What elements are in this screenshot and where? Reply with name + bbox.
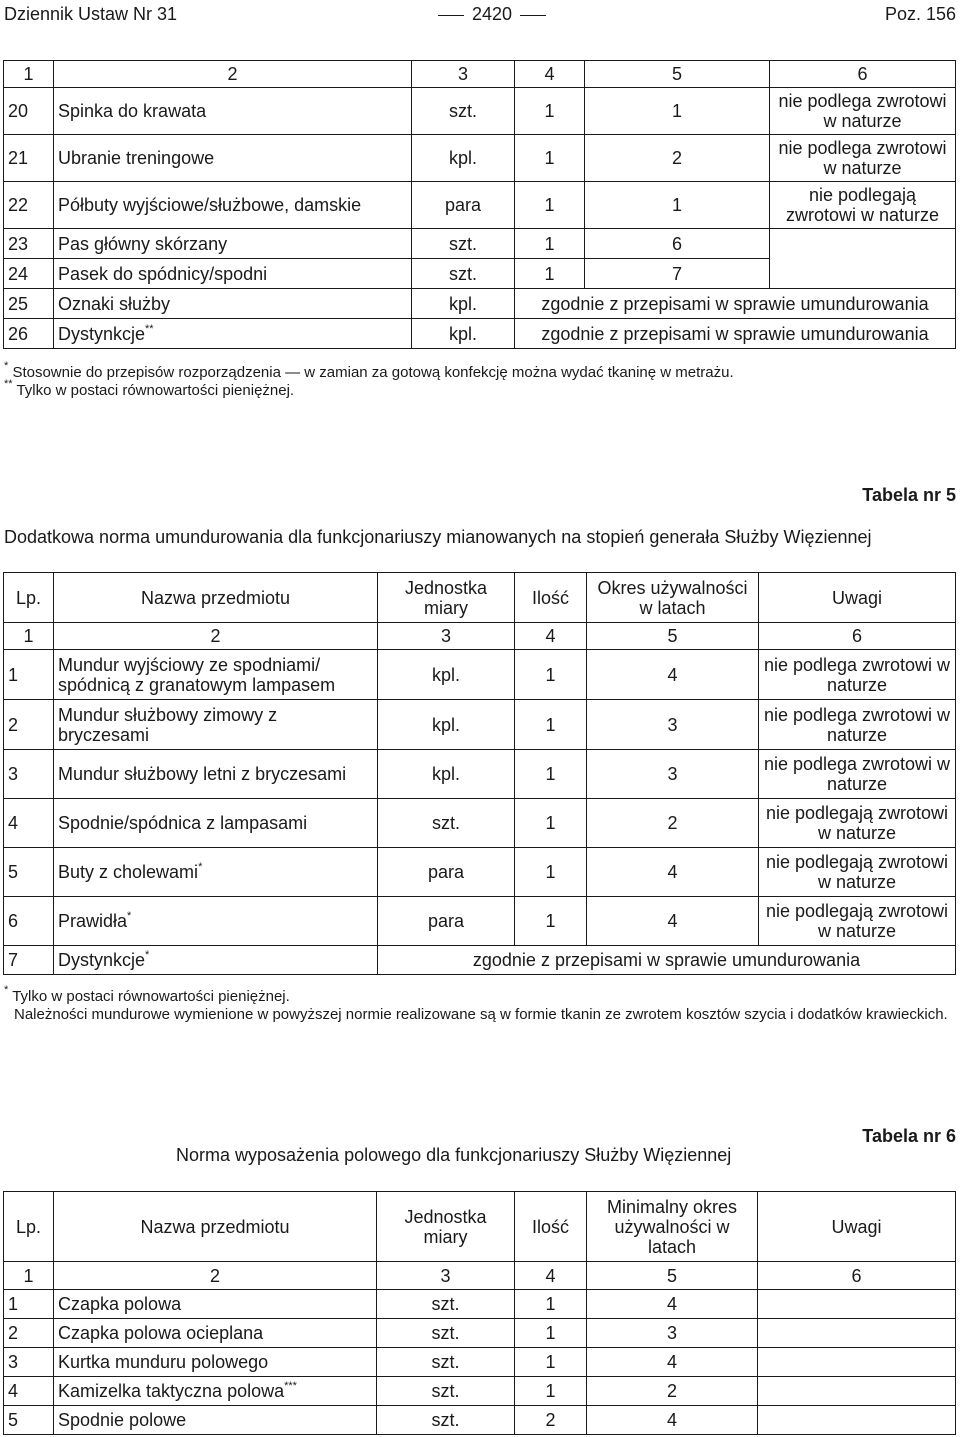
- column-number: 4: [515, 61, 585, 88]
- footnote-mark: **: [145, 322, 154, 335]
- column-number: 1: [4, 61, 54, 88]
- note: [758, 1348, 956, 1377]
- row-number: 23: [4, 229, 54, 259]
- row-number: 4: [4, 799, 54, 848]
- period: 4: [587, 1348, 758, 1377]
- table-row: [4, 135, 956, 182]
- period: 7: [585, 259, 770, 289]
- table-row: [4, 799, 956, 848]
- footnote: * Tylko w postaci równowartości pieniężnej.: [4, 984, 290, 1005]
- header-name: Nazwa przedmiotu: [54, 1192, 377, 1262]
- row-number: 2: [4, 1319, 54, 1348]
- period: 3: [587, 750, 759, 799]
- column-number: 2: [54, 61, 412, 88]
- table-6-title: Norma wyposażenia polowego dla funkcjonariuszy Służby Więziennej: [176, 1145, 732, 1165]
- column-number: 1: [4, 623, 54, 650]
- unit: szt.: [412, 229, 515, 259]
- unit: szt.: [377, 1319, 515, 1348]
- header-qty: Ilość: [515, 573, 587, 623]
- row-number: 7: [4, 946, 54, 975]
- item-name: Prawidła*: [54, 897, 378, 946]
- row-number: 3: [4, 1348, 54, 1377]
- quantity: 1: [515, 229, 585, 259]
- footnote: * Stosownie do przepisów rozporządzenia — w zamian za gotową konfekcję można wydać tkaninę w metrażu.: [4, 360, 734, 381]
- period: 3: [587, 700, 759, 750]
- item-name: Pasek do spódnicy/spodni: [54, 259, 412, 289]
- period: 6: [585, 229, 770, 259]
- column-number-row: [4, 61, 956, 88]
- header-note: Uwagi: [758, 1192, 956, 1262]
- period: 4: [587, 1290, 758, 1319]
- column-number-row: [4, 623, 956, 650]
- quantity: 1: [515, 88, 585, 135]
- quantity: 1: [515, 897, 587, 946]
- quantity: 1: [515, 1377, 587, 1406]
- row-number: 26: [4, 319, 54, 349]
- journal-title: Dziennik Ustaw Nr 31: [4, 4, 178, 24]
- footnote-mark: *: [198, 861, 203, 873]
- item-name: Spinka do krawata: [54, 88, 412, 135]
- period: 2: [587, 799, 759, 848]
- column-number: 3: [378, 623, 515, 650]
- note: nie podlega zwrotowi w naturze: [770, 88, 956, 135]
- table-row: [4, 700, 956, 750]
- header-lp: Lp.: [4, 573, 54, 623]
- item-name: Mundur służbowy letni z bryczesami: [54, 750, 378, 799]
- unit: kpl.: [378, 650, 515, 700]
- item-name: Dystynkcje**: [54, 319, 412, 349]
- header-qty: Ilość: [515, 1192, 587, 1262]
- unit: szt.: [377, 1377, 515, 1406]
- column-number: 6: [759, 623, 956, 650]
- column-number: 6: [770, 61, 956, 88]
- table-top: [3, 60, 956, 349]
- page-number: 2420: [430, 4, 554, 25]
- note: nie podlegają zwrotowi w naturze: [759, 897, 956, 946]
- column-number: 6: [758, 1262, 956, 1290]
- item-name: Kamizelka taktyczna polowa***: [54, 1377, 377, 1406]
- item-name: Mundur wyjściowy ze spodniami/ spódnicą z granatowym lampasem: [54, 650, 378, 700]
- header-lp: Lp.: [4, 1192, 54, 1262]
- spanning-note: zgodnie z przepisami w sprawie umundurowania: [378, 946, 956, 975]
- quantity: 1: [515, 1290, 587, 1319]
- note: [758, 1319, 956, 1348]
- unit: szt.: [412, 88, 515, 135]
- note: nie podlegają zwrotowi w naturze: [759, 848, 956, 897]
- unit: kpl.: [412, 135, 515, 182]
- footnote: ** Tylko w postaci równowartości pieniężnej.: [4, 378, 295, 399]
- row-number: 24: [4, 259, 54, 289]
- row-number: 22: [4, 182, 54, 229]
- footnote-mark: *: [145, 949, 150, 961]
- table-5: [3, 572, 956, 975]
- quantity: 2: [515, 1406, 587, 1435]
- note: nie podlegają zwrotowi w naturze: [770, 182, 956, 229]
- item-name: Pas główny skórzany: [54, 229, 412, 259]
- unit: szt.: [377, 1290, 515, 1319]
- table-5-footnotes: [4, 984, 954, 1024]
- item-name: Półbuty wyjściowe/służbowe, damskie: [54, 182, 412, 229]
- column-number: 2: [54, 1262, 377, 1290]
- period: 4: [587, 1406, 758, 1435]
- table-row: [4, 1406, 956, 1435]
- unit: kpl.: [378, 700, 515, 750]
- column-number: 5: [585, 61, 770, 88]
- column-number: 1: [4, 1262, 54, 1290]
- header-period: Okres używalności w latach: [587, 573, 759, 623]
- footnote-mark: *: [127, 910, 132, 922]
- period: 4: [587, 897, 759, 946]
- period: 4: [587, 650, 759, 700]
- item-name: Czapka polowa: [54, 1290, 377, 1319]
- unit: szt.: [412, 259, 515, 289]
- item-name: Kurtka munduru polowego: [54, 1348, 377, 1377]
- column-number: 5: [587, 1262, 758, 1290]
- quantity: 1: [515, 1348, 587, 1377]
- unit: kpl.: [412, 319, 515, 349]
- quantity: 1: [515, 650, 587, 700]
- period: 1: [585, 88, 770, 135]
- item-name: Oznaki służby: [54, 289, 412, 319]
- column-number: 3: [412, 61, 515, 88]
- header-row: [4, 1192, 956, 1262]
- unit: para: [378, 848, 515, 897]
- column-number: 4: [515, 623, 587, 650]
- table-row: [4, 946, 956, 975]
- row-number: 25: [4, 289, 54, 319]
- period: 4: [587, 848, 759, 897]
- table-row: [4, 650, 956, 700]
- table-row: [4, 182, 956, 229]
- unit: szt.: [377, 1406, 515, 1435]
- table-6-label: Tabela nr 6: [862, 1126, 956, 1146]
- note: [758, 1290, 956, 1319]
- row-number: 2: [4, 700, 54, 750]
- header-name: Nazwa przedmiotu: [54, 573, 378, 623]
- quantity: 1: [515, 182, 585, 229]
- table-5-title: Dodatkowa norma umundurowania dla funkcjonariuszy mianowanych na stopień generała Służby Więziennej: [4, 527, 872, 547]
- table-5-note: Należności mundurowe wymienione w powyższej normie realizowane są w formie tkanin ze zwrotem kosztów szycia i dodatków krawieckich.: [14, 1006, 948, 1023]
- header-period: Minimalny okres używalności w latach: [587, 1192, 758, 1262]
- table-row: [4, 848, 956, 897]
- item-name: Dystynkcje*: [54, 946, 378, 975]
- row-number: 5: [4, 1406, 54, 1435]
- period: 2: [587, 1377, 758, 1406]
- table-row: [4, 1290, 956, 1319]
- note: [758, 1377, 956, 1406]
- quantity: 1: [515, 135, 585, 182]
- note: nie podlega zwrotowi w naturze: [759, 750, 956, 799]
- quantity: 1: [515, 700, 587, 750]
- table-top-footnotes: [4, 360, 954, 400]
- unit: szt.: [377, 1348, 515, 1377]
- row-number: 20: [4, 88, 54, 135]
- note: nie podlegają zwrotowi w naturze: [759, 799, 956, 848]
- item-name: Spodnie/spódnica z lampasami: [54, 799, 378, 848]
- table-row: [4, 289, 956, 319]
- row-number: 1: [4, 650, 54, 700]
- item-name: Ubranie treningowe: [54, 135, 412, 182]
- footnote-mark: ***: [284, 1380, 297, 1392]
- table-row: [4, 1319, 956, 1348]
- row-number: 4: [4, 1377, 54, 1406]
- spanning-note: zgodnie z przepisami w sprawie umundurowania: [515, 289, 956, 319]
- header-unit: Jednostka miary: [378, 573, 515, 623]
- position-number: Poz. 156: [884, 4, 956, 24]
- table-row: [4, 897, 956, 946]
- column-number: 4: [515, 1262, 587, 1290]
- item-name: Mundur służbowy zimowy z bryczesami: [54, 700, 378, 750]
- column-number-row: [4, 1262, 956, 1290]
- table-row: [4, 88, 956, 135]
- period: 3: [587, 1319, 758, 1348]
- unit: szt.: [378, 799, 515, 848]
- header-row: [4, 573, 956, 623]
- table-row: [4, 1377, 956, 1406]
- column-number: 2: [54, 623, 378, 650]
- quantity: 1: [515, 848, 587, 897]
- note: nie podlega zwrotowi w naturze: [759, 700, 956, 750]
- page-header: [0, 0, 960, 34]
- item-name: Spodnie polowe: [54, 1406, 377, 1435]
- column-number: 5: [587, 623, 759, 650]
- unit: kpl.: [412, 289, 515, 319]
- table-row: [4, 750, 956, 799]
- note: nie podlega zwrotowi w naturze: [770, 135, 956, 182]
- row-number: 5: [4, 848, 54, 897]
- unit: para: [412, 182, 515, 229]
- row-number: 6: [4, 897, 54, 946]
- table-row: [4, 319, 956, 349]
- quantity: 1: [515, 799, 587, 848]
- item-name: Buty z cholewami*: [54, 848, 378, 897]
- note-empty: [770, 229, 956, 289]
- unit: kpl.: [378, 750, 515, 799]
- row-number: 3: [4, 750, 54, 799]
- unit: para: [378, 897, 515, 946]
- column-number: 3: [377, 1262, 515, 1290]
- quantity: 1: [515, 1319, 587, 1348]
- row-number: 1: [4, 1290, 54, 1319]
- table-6: [3, 1191, 956, 1435]
- header-unit: Jednostka miary: [377, 1192, 515, 1262]
- spanning-note: zgodnie z przepisami w sprawie umundurowania: [515, 319, 956, 349]
- table-row: [4, 1348, 956, 1377]
- row-number: 21: [4, 135, 54, 182]
- header-note: Uwagi: [759, 573, 956, 623]
- note: nie podlega zwrotowi w naturze: [759, 650, 956, 700]
- table-5-label: Tabela nr 5: [862, 485, 956, 505]
- period: 2: [585, 135, 770, 182]
- table-row: [4, 229, 956, 259]
- item-name: Czapka polowa ocieplana: [54, 1319, 377, 1348]
- quantity: 1: [515, 750, 587, 799]
- note: [758, 1406, 956, 1435]
- quantity: 1: [515, 259, 585, 289]
- period: 1: [585, 182, 770, 229]
